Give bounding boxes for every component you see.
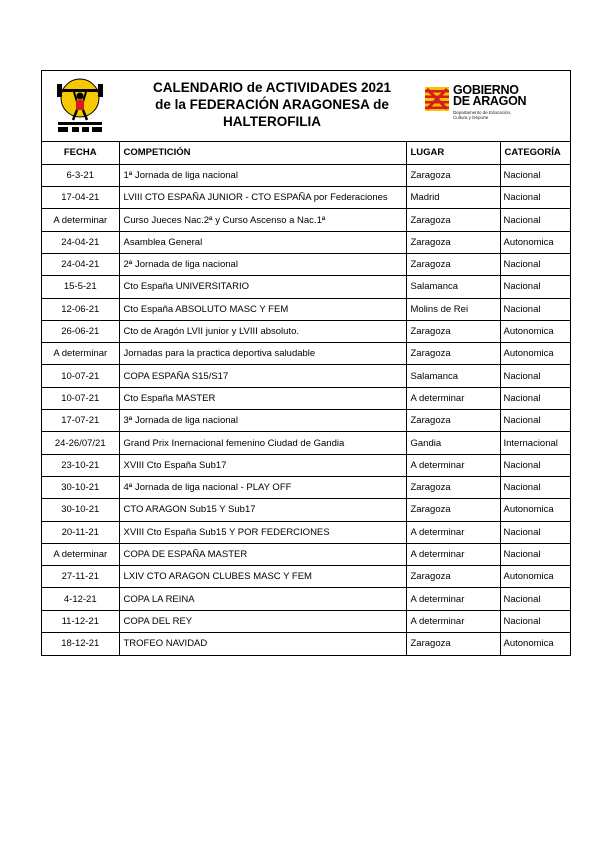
cell-lugar: Salamanca <box>406 365 500 387</box>
gobierno-aragon-logo <box>425 85 555 125</box>
table-row <box>42 276 570 298</box>
table-row <box>42 187 570 209</box>
cell-lugar: Zaragoza <box>406 633 500 655</box>
cell-competicion: COPA LA REINA <box>119 588 406 610</box>
cell-competicion: COPA DEL REY <box>119 610 406 632</box>
cell-categoria: Nacional <box>500 476 570 498</box>
cell-lugar: Zaragoza <box>406 253 500 275</box>
title-line-1: CALENDARIO de ACTIVIDADES 2021 <box>152 80 392 95</box>
table-row <box>42 499 570 521</box>
table-row <box>42 610 570 632</box>
cell-lugar: Zaragoza <box>406 164 500 186</box>
table-row <box>42 588 570 610</box>
cell-competicion: LVIII CTO ESPAÑA JUNIOR - CTO ESPAÑA por Federaciones <box>119 187 406 209</box>
table-row <box>42 320 570 342</box>
table-row <box>42 543 570 565</box>
table-row <box>42 454 570 476</box>
cell-lugar: A determinar <box>406 521 500 543</box>
cell-lugar: A determinar <box>406 610 500 632</box>
gobierno-aragon-wordmark: GOBIERNO DE ARAGON <box>453 83 527 108</box>
column-header-fecha: FECHA <box>42 142 119 164</box>
cell-lugar: Zaragoza <box>406 410 500 432</box>
column-header-categoria: CATEGORÍA <box>500 142 570 164</box>
cell-lugar: Zaragoza <box>406 231 500 253</box>
table-row <box>42 410 570 432</box>
cell-competicion: 3ª Jornada de liga nacional <box>119 410 406 432</box>
table-row <box>42 566 570 588</box>
calendar-header <box>42 71 570 142</box>
cell-fecha: 12-06-21 <box>42 298 119 320</box>
cell-fecha: 27-11-21 <box>42 566 119 588</box>
cell-categoria: Nacional <box>500 276 570 298</box>
cell-fecha: 6-3-21 <box>42 164 119 186</box>
table-row <box>42 209 570 231</box>
cell-fecha: 20-11-21 <box>42 521 119 543</box>
table-row <box>42 387 570 409</box>
cell-lugar: Zaragoza <box>406 499 500 521</box>
table-row <box>42 343 570 365</box>
cell-categoria: Nacional <box>500 454 570 476</box>
cell-categoria: Nacional <box>500 588 570 610</box>
cell-fecha: 17-04-21 <box>42 187 119 209</box>
cell-competicion: LXIV CTO ARAGON CLUBES MASC Y FEM <box>119 566 406 588</box>
column-header-lugar: LUGAR <box>406 142 500 164</box>
table-row <box>42 432 570 454</box>
cell-categoria: Nacional <box>500 543 570 565</box>
cell-fecha: 24-04-21 <box>42 231 119 253</box>
cell-categoria: Autonomica <box>500 499 570 521</box>
cell-categoria: Autonomica <box>500 566 570 588</box>
cell-competicion: XVIII Cto España Sub15 Y POR FEDERCIONES <box>119 521 406 543</box>
cell-competicion: 1ª Jornada de liga nacional <box>119 164 406 186</box>
cell-competicion: COPA ESPAÑA S15/S17 <box>119 365 406 387</box>
cell-categoria: Autonomica <box>500 231 570 253</box>
cell-fecha: 24-04-21 <box>42 253 119 275</box>
table-row <box>42 298 570 320</box>
cell-categoria: Nacional <box>500 253 570 275</box>
cell-lugar: Molins de Rei <box>406 298 500 320</box>
table-row <box>42 164 570 186</box>
cell-competicion: TROFEO NAVIDAD <box>119 633 406 655</box>
cell-competicion: Curso Jueces Nac.2ª y Curso Ascenso a Nac.1ª <box>119 209 406 231</box>
cell-categoria: Autonomica <box>500 320 570 342</box>
cell-categoria: Nacional <box>500 521 570 543</box>
cell-competicion: XVIII Cto España Sub17 <box>119 454 406 476</box>
cell-competicion: COPA DE ESPAÑA MASTER <box>119 543 406 565</box>
title-line-2: de la FEDERACIÓN ARAGONESA de <box>155 97 389 112</box>
table-row <box>42 231 570 253</box>
cell-lugar: A determinar <box>406 387 500 409</box>
cell-categoria: Nacional <box>500 209 570 231</box>
calendar-sheet <box>41 70 571 656</box>
cell-categoria: Autonomica <box>500 343 570 365</box>
cell-fecha: 10-07-21 <box>42 387 119 409</box>
table-body <box>42 164 570 655</box>
column-header-competicion: COMPETICIÓN <box>119 142 406 164</box>
cell-categoria: Nacional <box>500 387 570 409</box>
cell-competicion: Cto de Aragón LVII junior y LVIII absoluto. <box>119 320 406 342</box>
cell-competicion: Jornadas para la practica deportiva saludable <box>119 343 406 365</box>
cell-categoria: Nacional <box>500 410 570 432</box>
cell-fecha: 4-12-21 <box>42 588 119 610</box>
cell-fecha: 10-07-21 <box>42 365 119 387</box>
cell-fecha: 15-5-21 <box>42 276 119 298</box>
cell-competicion: 2ª Jornada de liga nacional <box>119 253 406 275</box>
calendar-title <box>127 79 417 130</box>
cell-competicion: Grand Prix Inernacional femenino Ciudad de Gandia <box>119 432 406 454</box>
cell-lugar: Salamanca <box>406 276 500 298</box>
cell-competicion: Asamblea General <box>119 231 406 253</box>
cell-categoria: Nacional <box>500 164 570 186</box>
cell-categoria: Nacional <box>500 187 570 209</box>
table-row <box>42 633 570 655</box>
cell-lugar: A determinar <box>406 588 500 610</box>
cell-fecha: 23-10-21 <box>42 454 119 476</box>
cell-lugar: A determinar <box>406 454 500 476</box>
cell-lugar: Zaragoza <box>406 476 500 498</box>
cell-lugar: Zaragoza <box>406 343 500 365</box>
cell-competicion: Cto España MASTER <box>119 387 406 409</box>
cell-lugar: A determinar <box>406 543 500 565</box>
cell-lugar: Zaragoza <box>406 320 500 342</box>
table-header-row <box>42 142 570 164</box>
cell-lugar: Zaragoza <box>406 209 500 231</box>
cell-categoria: Internacional <box>500 432 570 454</box>
cell-fecha: 17-07-21 <box>42 410 119 432</box>
cell-categoria: Nacional <box>500 298 570 320</box>
cell-fecha: A determinar <box>42 543 119 565</box>
title-line-3: HALTEROFILIA <box>223 114 321 129</box>
cell-competicion: Cto España ABSOLUTO MASC Y FEM <box>119 298 406 320</box>
departamento-caption: Departamento de Educación, Cultura y Deporte <box>453 110 512 120</box>
cell-fecha: A determinar <box>42 343 119 365</box>
cell-categoria: Nacional <box>500 610 570 632</box>
table-row <box>42 365 570 387</box>
cell-categoria: Nacional <box>500 365 570 387</box>
federation-weightlifter-logo <box>55 76 105 134</box>
cell-fecha: 30-10-21 <box>42 476 119 498</box>
table-row <box>42 253 570 275</box>
cell-fecha: 18-12-21 <box>42 633 119 655</box>
cell-lugar: Gandia <box>406 432 500 454</box>
cell-lugar: Madrid <box>406 187 500 209</box>
cell-competicion: Cto España UNIVERSITARIO <box>119 276 406 298</box>
table-row <box>42 476 570 498</box>
cell-categoria: Autonomica <box>503 638 554 650</box>
cell-fecha: A determinar <box>42 209 119 231</box>
cell-fecha: 30-10-21 <box>42 499 119 521</box>
cell-competicion: 4ª Jornada de liga nacional - PLAY OFF <box>119 476 406 498</box>
cell-fecha: 11-12-21 <box>42 610 119 632</box>
cell-competicion: CTO ARAGON Sub15 Y Sub17 <box>119 499 406 521</box>
cell-fecha: 26-06-21 <box>42 320 119 342</box>
aragon-flag-icon <box>425 87 449 111</box>
table-row <box>42 521 570 543</box>
cell-lugar: Zaragoza <box>406 566 500 588</box>
cell-fecha: 24-26/07/21 <box>42 432 119 454</box>
activities-table <box>42 142 570 655</box>
